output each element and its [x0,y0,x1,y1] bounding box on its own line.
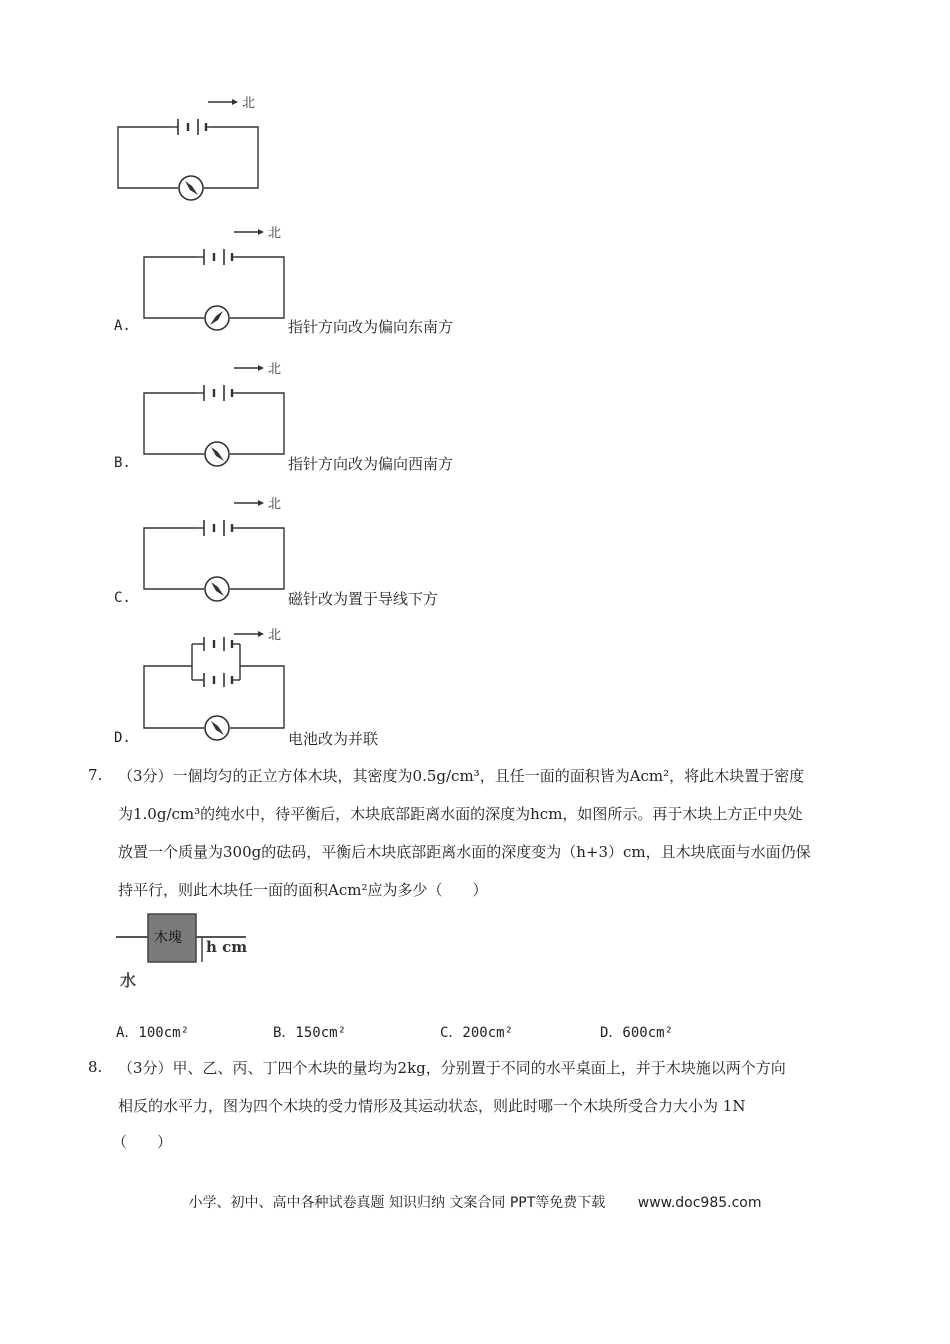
question-7-choice-a: A．100cm² [116,1025,190,1041]
question-8-line-1: （3分）甲、乙、丙、丁四个木块的量均为2kg，分别置于不同的水平桌面上，并于木块施以两个方向 [118,1059,786,1077]
circuit-figure-a [136,222,296,334]
north-label: 北 [242,96,256,111]
water-label: 水 [120,971,137,990]
depth-label: h cm [206,938,248,956]
question-7-line-2: 为1.0g/cm³的纯水中，待平衡后，木块底部距离水面的深度为hcm，如图所示。再于木块上方正中央处 [118,805,803,823]
circuit-figure-c [136,493,296,605]
north-label: 北 [268,497,282,512]
option-b-letter: B. [114,455,131,471]
question-8-line-2: 相反的水平力，图为四个木块的受力情形及其运动状态，则此时哪一个木块所受合力大小为 1N [118,1097,746,1115]
circuit-figure-d [136,624,296,744]
option-c-letter: C. [114,590,131,606]
option-a-text: 指针方向改为偏向东南方 [288,318,454,336]
north-label: 北 [268,628,282,643]
question-8-number: 8. [88,1058,103,1076]
option-d-letter: D. [114,730,131,746]
question-8-line-3: （ ） [112,1133,173,1151]
question-7-choice-b: B．150cm² [273,1025,347,1041]
north-label: 北 [268,226,282,241]
circuit-figure-b [136,358,296,470]
option-d-text: 电池改为并联 [288,730,379,748]
page-footer [0,1192,950,1212]
footer-url[interactable]: www.doc985.com [637,1195,762,1211]
question-7-line-3: 放置一个质量为300g的砝码，平衡后木块底部距离水面的深度变为（h+3）cm，且木块底面与水面仍保 [118,843,811,861]
wood-block-figure [116,910,256,990]
option-a-letter: A. [114,318,131,334]
option-c-text: 磁针改为置于导线下方 [288,590,439,608]
north-label: 北 [268,362,282,377]
footer-text: 小学、初中、高中各种试卷真题 知识归纳 文案合同 PPT等免费下载 [188,1195,606,1211]
question-7-choice-c: C．200cm² [440,1025,514,1041]
block-label: 木塊 [154,930,182,946]
option-b-text: 指针方向改为偏向西南方 [288,455,454,473]
question-7-choice-d: D．600cm² [600,1025,674,1041]
circuit-figure-original [110,92,270,204]
question-7-number: 7. [88,766,103,784]
question-7-line-1: （3分）一個均匀的正立方体木块，其密度为0.5g/cm³，且任一面的面积皆为Acm²，将此木块置于密度 [118,767,805,785]
question-7-line-4: 持平行，则此木块任一面的面积Acm²应为多少（ ） [118,881,488,899]
